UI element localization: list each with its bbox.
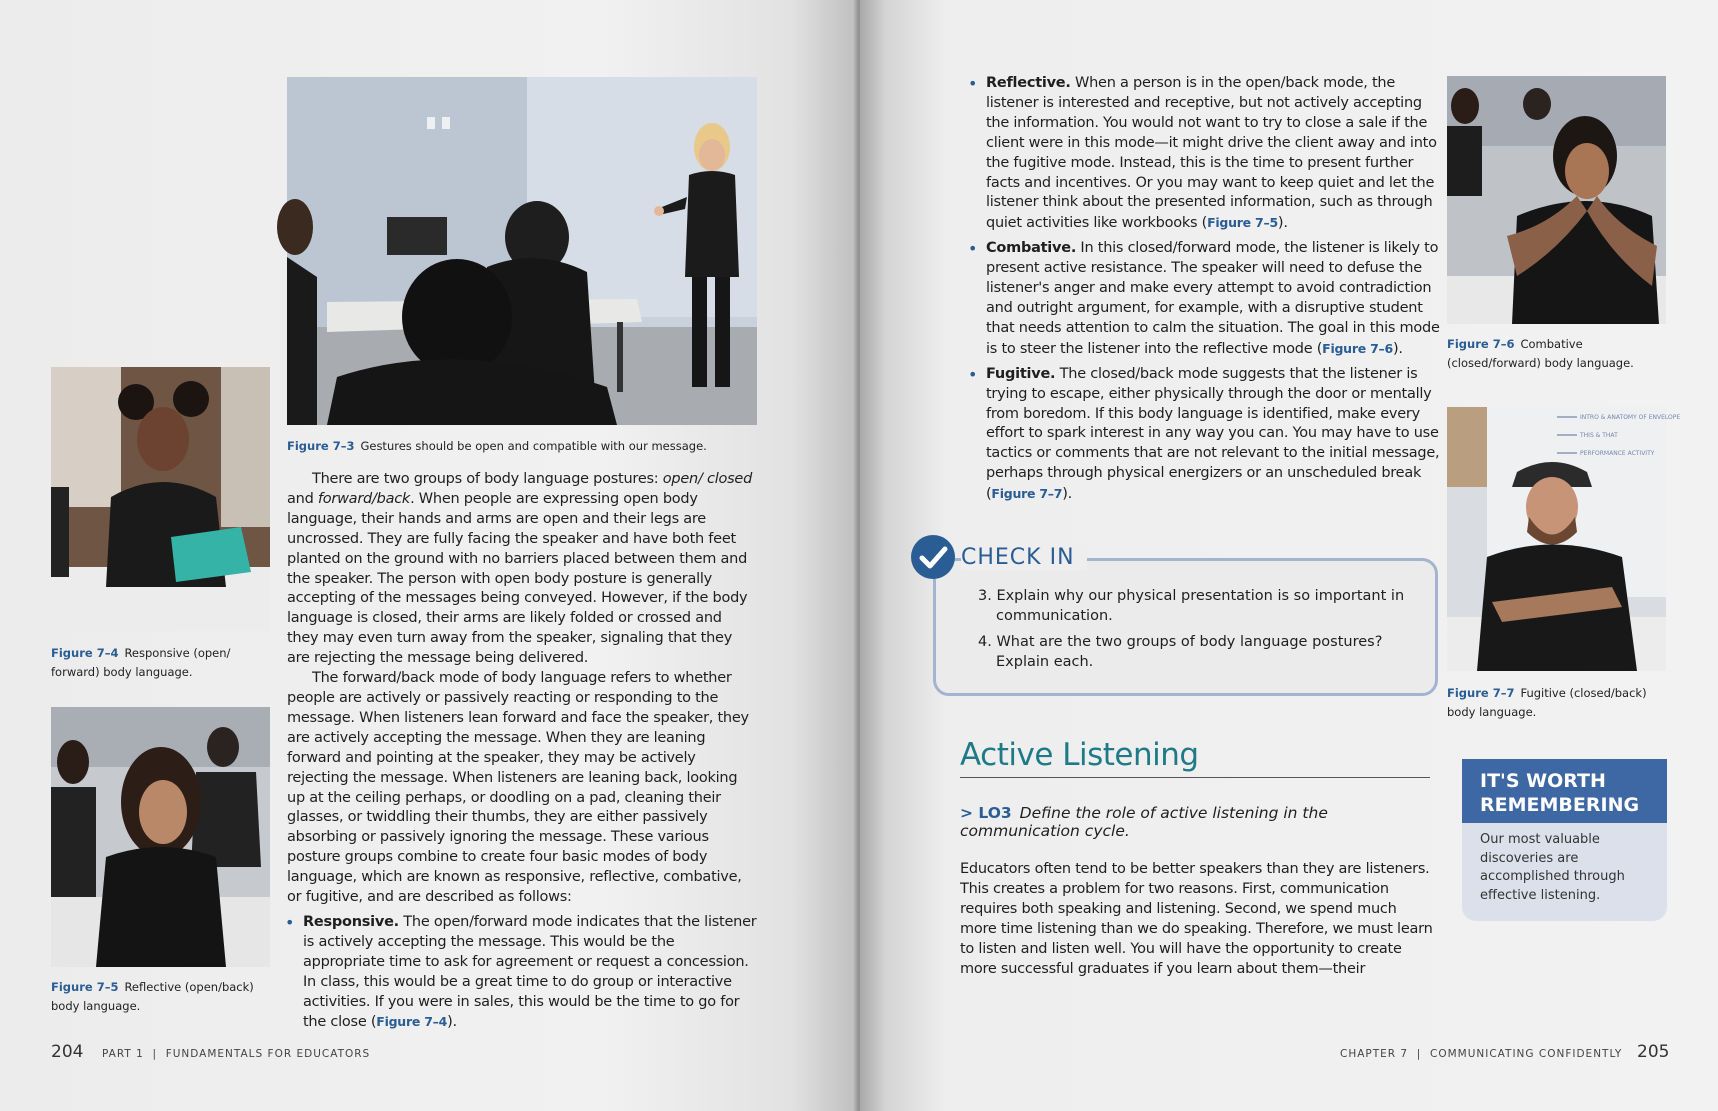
emphasis: forward/back [317,490,411,507]
checkmark-icon [911,535,955,579]
check-in-list [978,586,1408,678]
whiteboard-note: THIS & THAT [1580,432,1618,439]
term: Responsive. [303,913,399,930]
bullet-list [970,74,1440,505]
lo-text: Define the role of active listening in the communication cycle. [960,804,1328,840]
text-run: and [287,490,318,507]
caption-text: Responsive (open/ forward) body language. [51,646,231,679]
paragraph [287,470,757,669]
figure-7-3-photo [287,77,757,425]
bullet-list [287,913,757,1033]
figure-label: Figure 7–4 [51,646,119,660]
left-body-text [287,470,757,1038]
figure-reference[interactable]: Figure 7–5 [1207,215,1278,231]
text-run: In this closed/forward mode, the listener is likely to present active resistance. The speaker will need to defuse the listener's anger and make every attempt to avoid contradiction and outright argument, for example, with a disruptive student that needs attention to calm the situation. The goal in this mode is to steer the listener into the reflective mode ( [986,240,1440,357]
text-run: . When people are expressing open body language, their hands and arms are open and their legs are uncrossed. They are fully facing the speaker and have both feet planted on the ground with no barriers placed between them and the speaker. The person with open body posture is generally accepting of the messages being conveyed. However, if the body language is closed, their arms are likely folded or crossed and they may even turn away from the speaker, signaling that they are rejecting the message being delivered. [287,490,748,667]
text-run: ). [1062,486,1073,503]
figure-reference[interactable]: Figure 7–4 [376,1014,448,1030]
figure-7-3-caption [287,437,757,456]
paragraph: The forward/back mode of body language refers to whether people are actively or passively reacting or responding to the message. When listeners lean forward and face the speaker, they are actively accepting the message. When they are leaning forward and pointing at the speaker, they may be actively rejecting the message. When listeners are leaning back, looking up at the ceiling perhaps, or doodling on a pad, cleaning their glasses, or twiddling their thumbs, they are either passively absorbing or passively ignoring the message. These various posture groups combine to create four basic modes of body language, which are known as responsive, reflective, combative, or fugitive, and are described as follows: [287,670,749,906]
running-head: CHAPTER 7 | COMMUNICATING CONFIDENTLY [1340,1048,1623,1060]
page-number: 205 [1637,1042,1670,1062]
caption-text: Combative (closed/forward) body language. [1447,337,1634,370]
caption-text: Reflective (open/back) body language. [51,980,254,1013]
text-run: When a person is in the open/back mode, the listener is interested and receptive, but not actively accepting the information. You would not want to try to close a sale if the client were in this mode—it might drive the client away and into the fugitive mode. Instead, this is the time to present further facts and incentives. Or you may want to keep quiet and let the listener think about the presented information, such as through quiet activities like workbooks ( [986,75,1437,232]
emphasis: open/ closed [662,471,753,487]
section-divider [960,777,1430,778]
list-item [970,239,1440,359]
figure-7-6-caption [1447,335,1672,373]
figure-7-7-photo [1447,407,1681,671]
section-paragraph: Educators often tend to be better speakers than they are listeners. This creates a problem for two reasons. First, communication requires both speaking and listening. Second, we spend much more time listening than we do speaking. Therefore, we must learn to listen and listen well. You will have the opportunity to create more successful graduates if you learn about them—their [960,861,1433,977]
check-in-item: 3. Explain why our physical presentation is so important in communication. [978,588,1405,624]
text-run: There are two groups of body language postures: [312,471,663,487]
learning-objective [960,804,1380,840]
page-number: 204 [51,1042,84,1062]
figure-label: Figure 7–5 [51,980,119,994]
section-title: Active Listening [960,737,1199,773]
figure-reference[interactable]: Figure 7–7 [991,486,1063,502]
check-in-title: CHECK IN [961,545,1087,570]
caption-text: Fugitive (closed/back) body language. [1447,686,1647,719]
term: Reflective. [986,75,1071,91]
text-run: ). [447,1014,457,1031]
whiteboard-note: PERFORMANCE ACTIVITY [1580,450,1655,457]
list-item [287,913,757,1033]
text-run: The open/forward mode indicates that the listener is actively accepting the message. This would be the appropriate time to ask for agreement or request a concession. In class, this would be a great time to do group or interactive activities. If you were in sales, this would be the time to go for the close ( [303,913,757,1031]
figure-7-4-caption [51,644,251,682]
caption-text: Gestures should be open and compatible with our message. [360,439,707,453]
figure-reference[interactable]: Figure 7–6 [1322,340,1393,356]
figure-7-5-photo [51,707,270,967]
right-body-text [970,74,1440,510]
list-item [970,74,1440,234]
running-head: PART 1 | FUNDAMENTALS FOR EDUCATORS [102,1048,371,1060]
text-run: ). [1277,215,1288,232]
text-run: ). [1392,340,1403,357]
worth-remembering-title: IT'S WORTH REMEMBERING [1462,759,1667,823]
check-in-item: 4. What are the two groups of body language postures? Explain each. [978,634,1383,670]
whiteboard-note: INTRO & ANATOMY OF ENVELOPE [1580,414,1681,421]
worth-remembering-box [1462,759,1667,921]
figure-7-7-caption [1447,684,1662,722]
figure-7-4-photo [51,367,270,631]
term: Fugitive. [986,365,1056,382]
term: Combative. [986,240,1077,257]
figure-label: Figure 7–7 [1447,686,1515,700]
lo-tag: > LO3 [960,804,1012,822]
text-run: The closed/back mode suggests that the listener is trying to escape, either physically through the door or mentally from boredom. If this body language is identified, make every effort to spark interest in any way you can. You may have to use tactics or comments that are not relevant to the initial message, perhaps through physical energizers or an unscheduled break ( [986,365,1440,503]
figure-7-5-caption [51,978,261,1016]
figure-label: Figure 7–3 [287,439,355,453]
worth-remembering-text: Our most valuable discoveries are accomplished through effective listening. [1480,832,1625,903]
figure-label: Figure 7–6 [1447,337,1515,351]
figure-7-6-photo [1447,76,1666,324]
list-item [970,365,1440,505]
